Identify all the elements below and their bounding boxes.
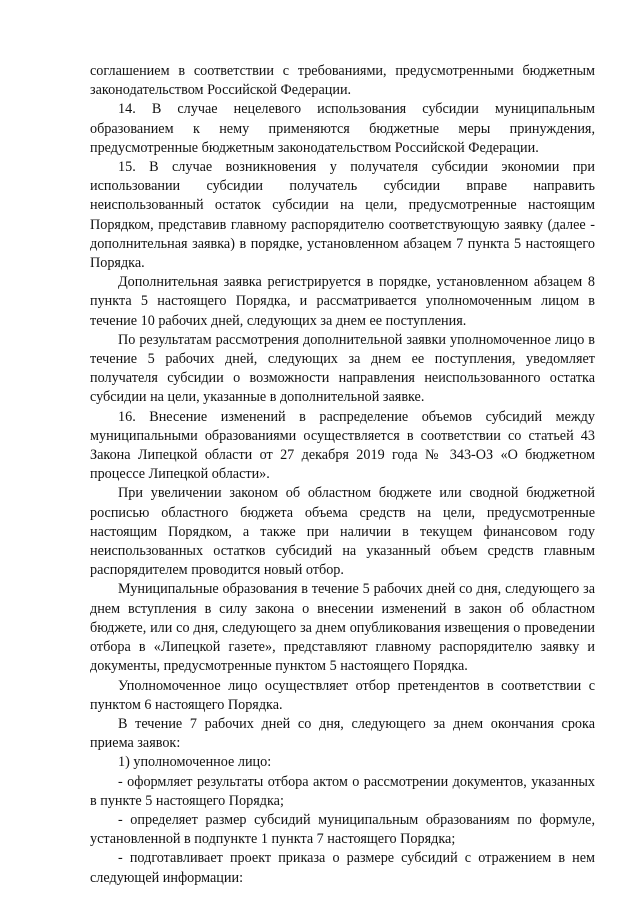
list-item-draft-order: - подготавливает проект приказа о размере субсидий с отражением в нем следующей информации: xyxy=(90,850,595,886)
paragraph-16: 16. Внесение изменений в распределение объемов субсидий между муниципальными образованиями осуществляется в соответствии со статьей 43 Закона Липецкой области от 27 декабря 2019 года № 343-ОЗ «О бюджетном процессе Липецкой области». xyxy=(90,408,595,483)
paragraph-municipal-submission: Муниципальные образования в течение 5 рабочих дней со дня, следующего за днем вступления в силу закона о внесении изменений в закон об областном бюджете, или со дня, следующего за днем опубликования извещения о проведении отбора в «Липецкой газете», представляют главному распорядителю заявку и документы, предусмотренные пунктом 5 настоящего Порядка. xyxy=(90,581,595,675)
list-item-authorized-person: 1) уполномоченное лицо: xyxy=(118,754,272,771)
paragraph-additional-request: Дополнительная заявка регистрируется в порядке, установленном абзацем 8 пункта 5 настоящего Порядка, и рассматривается уполномоченным лицом в течение 10 рабочих дней, следующих за днем ее поступления. xyxy=(90,274,595,329)
paragraph-deadline: В течение 7 рабочих дней со дня, следующего за днем окончания срока приема заявок: xyxy=(90,715,595,752)
list-item-subsidy-size: - определяет размер субсидий муниципальным образованиям по формуле, установленной в подпункте 1 пункта 7 настоящего Порядка; xyxy=(90,811,595,848)
list-item-act: - оформляет результаты отбора актом о рассмотрении документов, указанных в пункте 5 настоящего Порядка; xyxy=(90,773,595,809)
paragraph-continuation: соглашением в соответствии с требованиями, предусмотренными бюджетным законодательством Российской Федерации. xyxy=(90,63,595,99)
document-page xyxy=(90,62,595,888)
paragraph-review-results: По результатам рассмотрения дополнительной заявки уполномоченное лицо в течение 5 рабочих дней, следующих за днем ее поступления, уведомляет получателя субсидии о возможности направления неиспользованного остатка субсидии на цели, указанные в дополнительной заявке. xyxy=(90,331,595,406)
paragraph-15: 15. В случае возникновения у получателя субсидии экономии при использовании субсидии получатель субсидии вправе направить неиспользованный остаток субсидии на цели, предусмотренные настоящим Порядком, представив главному распорядителю соответствующую заявку (далее - дополнительная заявка) в порядке, установленном абзацем 7 пункта 5 настоящего Порядка. xyxy=(90,159,595,272)
paragraph-14: 14. В случае нецелевого использования субсидии муниципальным образованием к нему применяются бюджетные меры принуждения, предусмотренные бюджетным законодательством Российской Федерации. xyxy=(90,101,595,156)
paragraph-selection: Уполномоченное лицо осуществляет отбор претендентов в соответствии с пунктом 6 настоящего Порядка. xyxy=(90,677,595,713)
paragraph-budget-increase: При увеличении законом об областном бюджете или сводной бюджетной росписью областного бюджета объема средств на цели, предусмотренные настоящим Порядком, а также при наличии в текущем финансовом году неиспользованных остатков субсидий на указанный объем средств главным распорядителем проводится новый отбор. xyxy=(90,485,595,579)
